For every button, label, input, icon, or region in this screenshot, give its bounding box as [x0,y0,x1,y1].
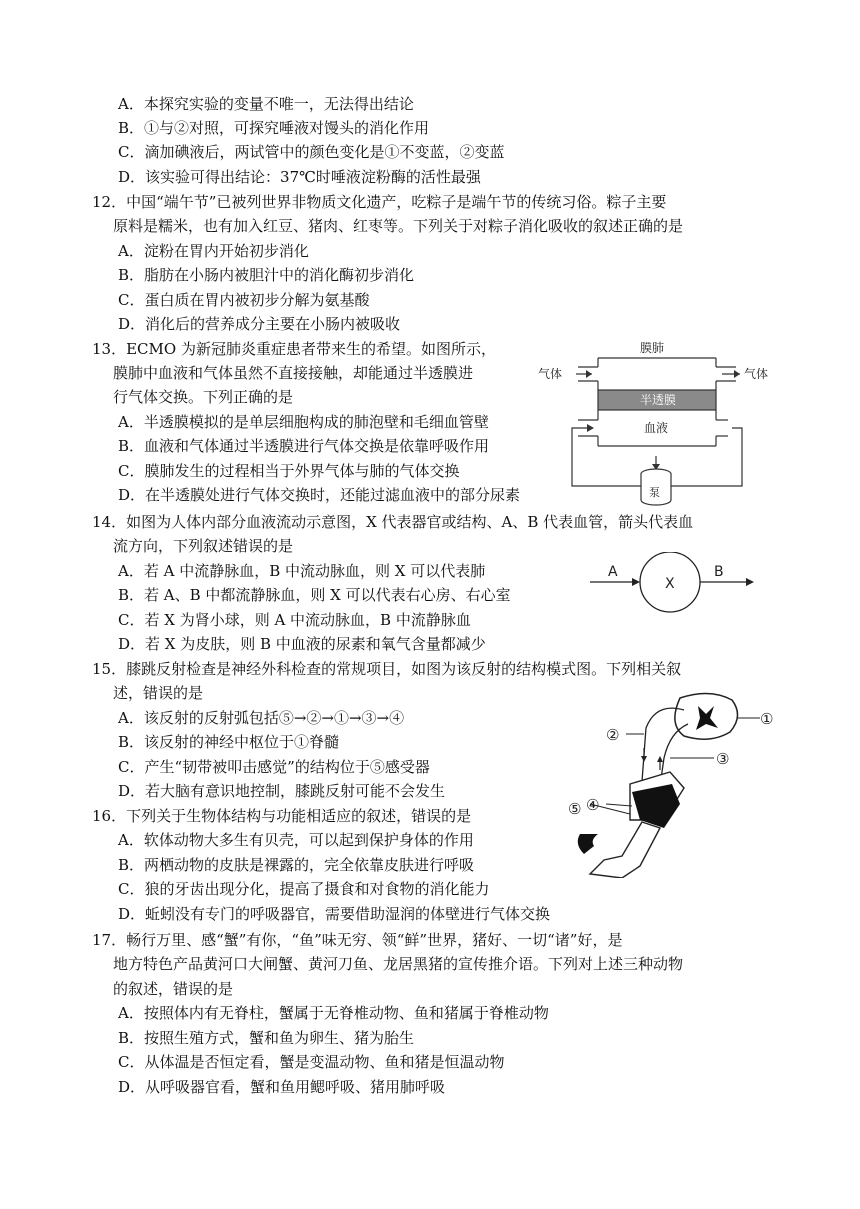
knee-jerk-reflex-figure [560,688,780,878]
q12-option-c: C．蛋白质在胃内被初步分解为氨基酸 [118,291,370,309]
q14-stem-line1: 14．如图为人体内部分血液流动示意图，X 代表器官或结构、A、B 代表血管，箭头代表血 [92,513,694,531]
q17-stem-line3: 的叙述，错误的是 [113,980,234,998]
q17-option-b: B．按照生殖方式，蟹和鱼为卵生、猪为胎生 [118,1029,415,1047]
q15-stem-line1: 15．膝跳反射检查是神经外科检查的常规项目，如图为该反射的结构模式图。下列相关叙 [92,660,682,678]
q12-option-a: A．淀粉在胃内开始初步消化 [118,242,309,260]
ecmo-membrane-lung-figure [536,336,776,508]
q11-option-d: D．该实验可得出结论：37℃时唾液淀粉酶的活性最强 [118,168,481,186]
q15-option-a: A．该反射的反射弧包括⑤→②→①→③→④ [118,709,405,727]
ecmo-blood-label: 血液 [644,421,669,435]
q17-option-c: C．从体温是否恒定看，蟹是变温动物、鱼和猪是恒温动物 [118,1053,505,1071]
q16-stem-line1: 16．下列关于生物体结构与功能相适应的叙述，错误的是 [92,807,472,825]
ecmo-gas-out-label: 气体 [744,367,769,381]
q12-option-d: D．消化后的营养成分主要在小肠内被吸收 [118,315,401,333]
q13-option-a: A．半透膜模拟的是单层细胞构成的肺泡壁和毛细血管壁 [118,413,489,431]
reflex-label-2: ② [606,726,620,744]
q17-option-d: D．从呼吸器官看，蟹和鱼用鳃呼吸、猪用肺呼吸 [118,1078,446,1096]
q11-option-c: C．滴加碘液后，两试管中的颜色变化是①不变蓝，②变蓝 [118,143,505,161]
q11-option-a: A．本探究实验的变量不唯一，无法得出结论 [118,95,414,113]
q17-option-a: A．按照体内有无脊柱，蟹属于无脊椎动物、鱼和猪属于脊椎动物 [118,1004,549,1022]
q14-option-a: A．若 A 中流静脉血，B 中流动脉血，则 X 可以代表肺 [118,562,486,580]
q13-option-b: B．血液和气体通过半透膜进行气体交换是依靠呼吸作用 [118,437,490,455]
reflex-label-4: ④ [586,796,600,814]
q14-stem-line2: 流方向，下列叙述错误的是 [113,537,294,555]
q16-option-a: A．软体动物大多生有贝壳，可以起到保护身体的作用 [118,831,474,849]
blood-flow-figure [590,552,760,616]
q13-option-d: D．在半透膜处进行气体交换时，还能过滤血液中的部分尿素 [118,486,521,504]
q12-stem-line2: 原料是糯米，也有加入红豆、猪肉、红枣等。下列关于对粽子消化吸收的叙述正确的是 [113,217,684,235]
q16-option-c: C．狼的牙齿出现分化，提高了摄食和对食物的消化能力 [118,880,490,898]
organ-x-label: X [665,576,675,592]
q12-stem-line1: 12．中国“端午节”已被列世界非物质文化遗产，吃粽子是端午节的传统习俗。粽子主要 [92,193,667,211]
q13-stem-line3: 行气体交换。下列正确的是 [113,388,294,406]
q14-option-b: B．若 A、B 中都流静脉血，则 X 可以代表右心房、右心室 [118,586,511,604]
q15-option-c: C．产生“韧带被叩击感觉”的结构位于⑤感受器 [118,758,430,776]
ecmo-title-label: 膜肺 [640,341,665,355]
q17-stem-line1: 17．畅行万里、感“蟹”有你，“鱼”味无穷、领“鲜”世界，猪好、一切“诸”好，是 [92,931,623,949]
q15-stem-line2: 述，错误的是 [113,684,204,702]
q13-stem-line1: 13．ECMO 为新冠肺炎重症患者带来生的希望。如图所示， [92,340,496,358]
reflex-label-1: ① [760,710,774,728]
vessel-b-label: B [714,564,724,580]
q14-option-c: C．若 X 为肾小球，则 A 中流动脉血，B 中流静脉血 [118,611,471,629]
reflex-label-5: ⑤ [568,800,582,818]
vessel-a-label: A [608,564,618,580]
q11-option-b: B．①与②对照，可探究唾液对馒头的消化作用 [118,119,430,137]
ecmo-gas-in-label: 气体 [538,367,563,381]
q16-option-d: D．蚯蚓没有专门的呼吸器官，需要借助湿润的体壁进行气体交换 [118,905,551,923]
q13-stem-line2: 膜肺中血液和气体虽然不直接接触，却能通过半透膜进 [113,364,474,382]
q16-option-b: B．两栖动物的皮肤是裸露的，完全依靠皮肤进行呼吸 [118,856,475,874]
q17-stem-line2: 地方特色产品黄河口大闸蟹、黄河刀鱼、龙居黑猪的宣传推介语。下列对上述三种动物 [113,955,684,973]
reflex-label-3: ③ [716,750,730,768]
q13-option-c: C．膜肺发生的过程相当于外界气体与肺的气体交换 [118,462,460,480]
ecmo-membrane-label: 半透膜 [640,393,677,407]
ecmo-pump-label: 泵 [649,486,660,499]
q12-option-b: B．脂肪在小肠内被胆汁中的消化酶初步消化 [118,266,415,284]
q15-option-b: B．该反射的神经中枢位于①脊髓 [118,733,340,751]
q14-option-d: D．若 X 为皮肤，则 B 中血液的尿素和氧气含量都减少 [118,635,486,653]
q15-option-d: D．若大脑有意识地控制，膝跳反射可能不会发生 [118,782,446,800]
